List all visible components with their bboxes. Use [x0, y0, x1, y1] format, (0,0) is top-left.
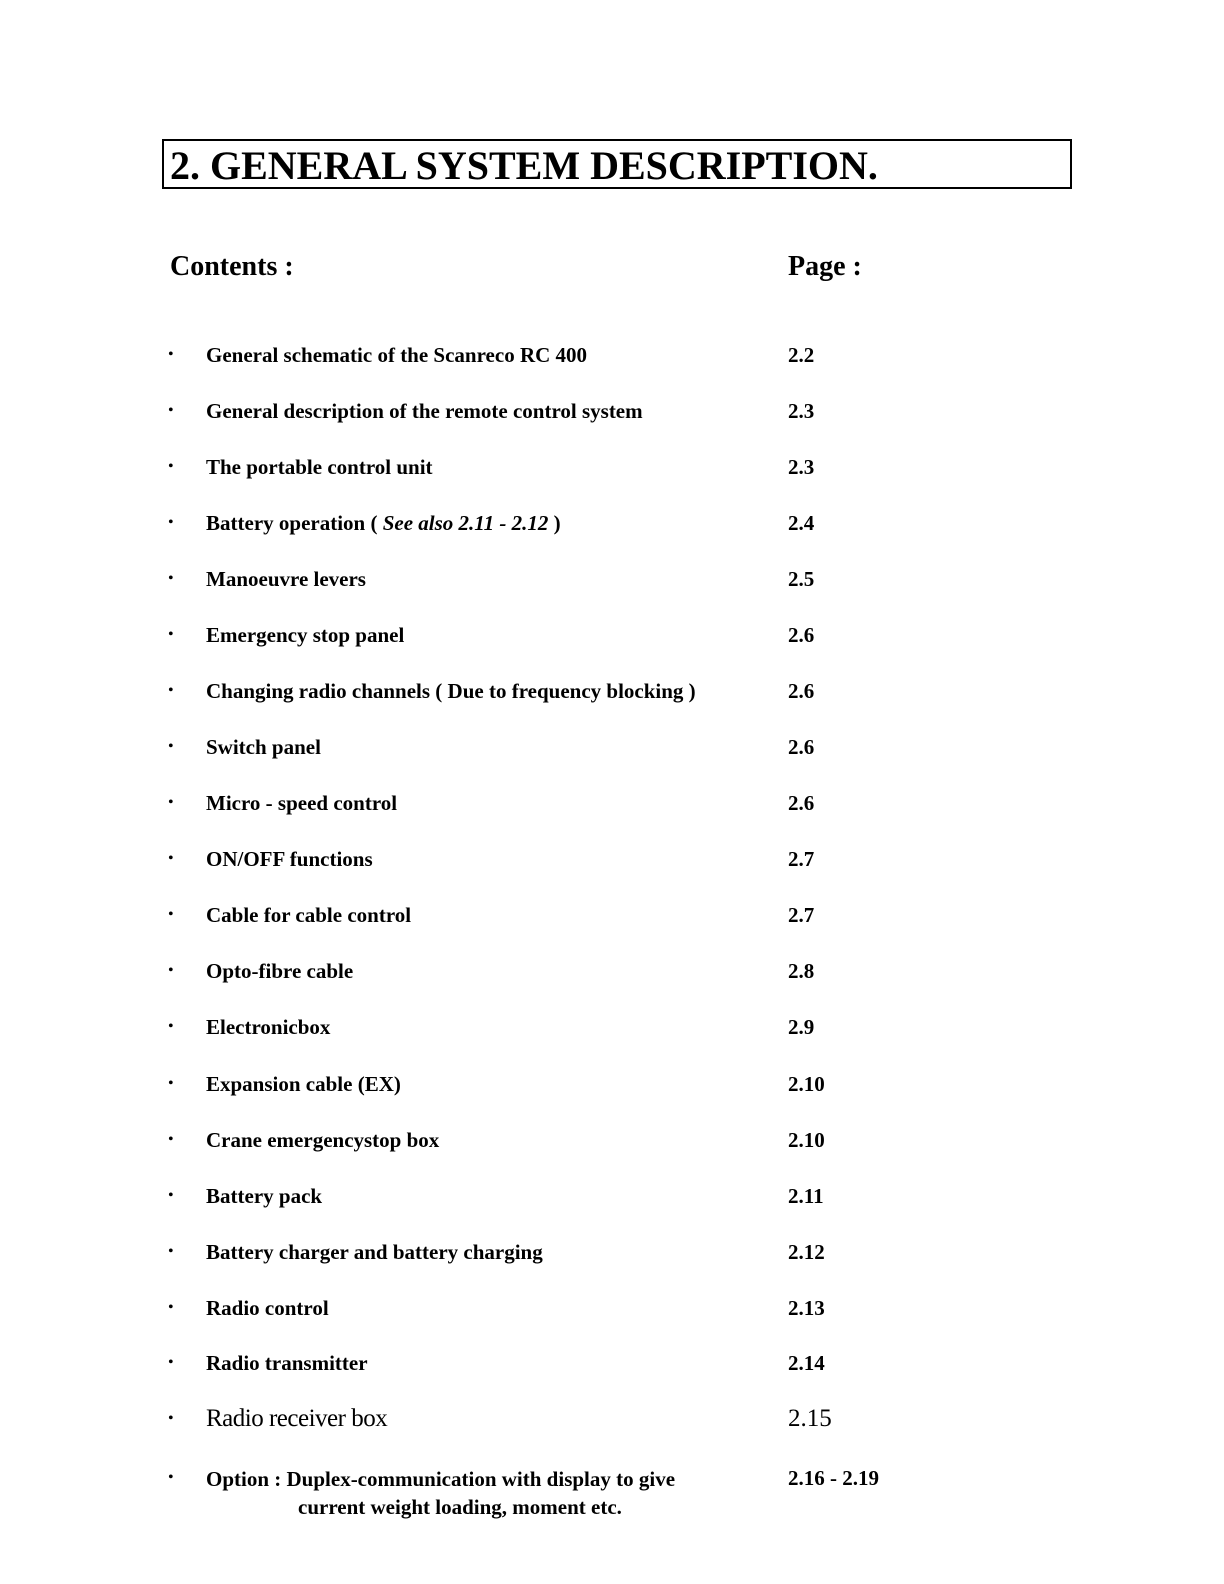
list-item — [0, 454, 1224, 484]
list-item-page: 2.6 — [788, 735, 815, 759]
section-title: 2. GENERAL SYSTEM DESCRIPTION. — [170, 143, 878, 188]
list-item — [0, 566, 1224, 596]
bullet-icon: • — [168, 346, 174, 363]
list-item — [0, 734, 1224, 764]
list-item-page: 2.3 — [788, 455, 815, 479]
list-item — [0, 622, 1224, 652]
list-item-page: 2.6 — [788, 623, 815, 647]
list-item-page: 2.14 — [788, 1351, 825, 1375]
list-item-title — [206, 1465, 675, 1521]
list-item — [0, 398, 1224, 428]
list-item — [0, 902, 1224, 932]
list-item-title-line1: Option : Duplex-communication with display to give — [206, 1467, 676, 1491]
list-item — [0, 1465, 1224, 1525]
bullet-icon: • — [168, 626, 174, 643]
bullet-icon: • — [168, 794, 174, 811]
bullet-icon: • — [168, 850, 174, 867]
bullet-icon: • — [168, 1299, 174, 1316]
bullet-icon: • — [168, 1410, 174, 1427]
list-item-page: 2.6 — [788, 679, 815, 703]
bullet-icon: • — [168, 1131, 174, 1148]
list-item-title: General description of the remote control system — [206, 399, 643, 423]
list-item — [0, 790, 1224, 820]
list-item-title-start: Battery operation ( — [206, 511, 383, 535]
list-item-title: Changing radio channels ( Due to frequency blocking ) — [206, 679, 696, 703]
list-item-page: 2.2 — [788, 343, 815, 367]
list-item — [0, 846, 1224, 876]
list-item-page: 2.10 — [788, 1072, 825, 1096]
bullet-icon: • — [168, 738, 174, 755]
list-item — [0, 342, 1224, 372]
list-item-title: Radio transmitter — [206, 1351, 368, 1375]
bullet-icon: • — [168, 1354, 174, 1371]
list-item-title: Cable for cable control — [206, 903, 412, 927]
list-item-title: Micro - speed control — [206, 791, 398, 815]
list-item-page: 2.3 — [788, 399, 815, 423]
list-item-title: Opto-fibre cable — [206, 959, 354, 983]
list-item-title-end: ) — [548, 511, 561, 535]
list-item-cross-reference: See also 2.11 - 2.12 — [382, 511, 549, 535]
bullet-icon: • — [168, 1469, 174, 1486]
contents-heading: Contents : — [170, 251, 294, 282]
list-item-title: ON/OFF functions — [206, 847, 373, 871]
bullet-icon: • — [168, 570, 174, 587]
list-item-title: Radio control — [206, 1296, 329, 1320]
list-item-title: The portable control unit — [206, 455, 433, 479]
list-item — [0, 510, 1224, 540]
list-item-title: Expansion cable (EX) — [206, 1072, 401, 1096]
list-item — [0, 1127, 1224, 1157]
list-item-page: 2.15 — [788, 1405, 832, 1432]
bullet-icon: • — [168, 682, 174, 699]
list-item-page: 2.5 — [788, 567, 815, 591]
bullet-icon: • — [168, 962, 174, 979]
list-item-title: General schematic of the Scanreco RC 400 — [206, 343, 588, 367]
bullet-icon: • — [168, 1018, 174, 1035]
list-item-title — [206, 510, 561, 536]
list-item — [0, 678, 1224, 708]
list-item — [0, 1295, 1224, 1325]
list-item-title: Manoeuvre levers — [206, 567, 366, 591]
list-item-title: Battery pack — [206, 1184, 323, 1208]
bullet-icon: • — [168, 402, 174, 419]
list-item-page: 2.6 — [788, 791, 815, 815]
list-item-title: Radio receiver box — [206, 1405, 388, 1432]
bullet-icon: • — [168, 458, 174, 475]
list-item — [0, 1014, 1224, 1044]
list-item — [0, 1239, 1224, 1269]
list-item — [0, 1350, 1224, 1380]
list-item-title: Battery charger and battery charging — [206, 1240, 543, 1264]
list-item-page: 2.7 — [788, 903, 815, 927]
list-item — [0, 1183, 1224, 1213]
list-item-page: 2.10 — [788, 1128, 825, 1152]
list-item-page: 2.16 - 2.19 — [788, 1466, 879, 1490]
list-item — [0, 1071, 1224, 1101]
list-item-title-line2: current weight loading, moment etc. — [298, 1495, 622, 1519]
list-item — [0, 1406, 1224, 1436]
section-title-box — [162, 139, 1072, 189]
bullet-icon: • — [168, 1243, 174, 1260]
list-item-title: Switch panel — [206, 735, 321, 759]
bullet-icon: • — [168, 1075, 174, 1092]
list-item-page: 2.11 — [788, 1184, 824, 1208]
list-item-page: 2.8 — [788, 959, 815, 983]
list-item-title: Emergency stop panel — [206, 623, 405, 647]
bullet-icon: • — [168, 906, 174, 923]
bullet-icon: • — [168, 1187, 174, 1204]
bullet-icon: • — [168, 514, 174, 531]
list-item-page: 2.7 — [788, 847, 815, 871]
list-item-title: Electronicbox — [206, 1015, 331, 1039]
list-item — [0, 958, 1224, 988]
list-item-page: 2.4 — [788, 511, 815, 535]
page-heading: Page : — [788, 251, 862, 282]
list-item-page: 2.13 — [788, 1296, 825, 1320]
list-item-page: 2.9 — [788, 1015, 815, 1039]
list-item-page: 2.12 — [788, 1240, 825, 1264]
list-item-title: Crane emergencystop box — [206, 1128, 440, 1152]
